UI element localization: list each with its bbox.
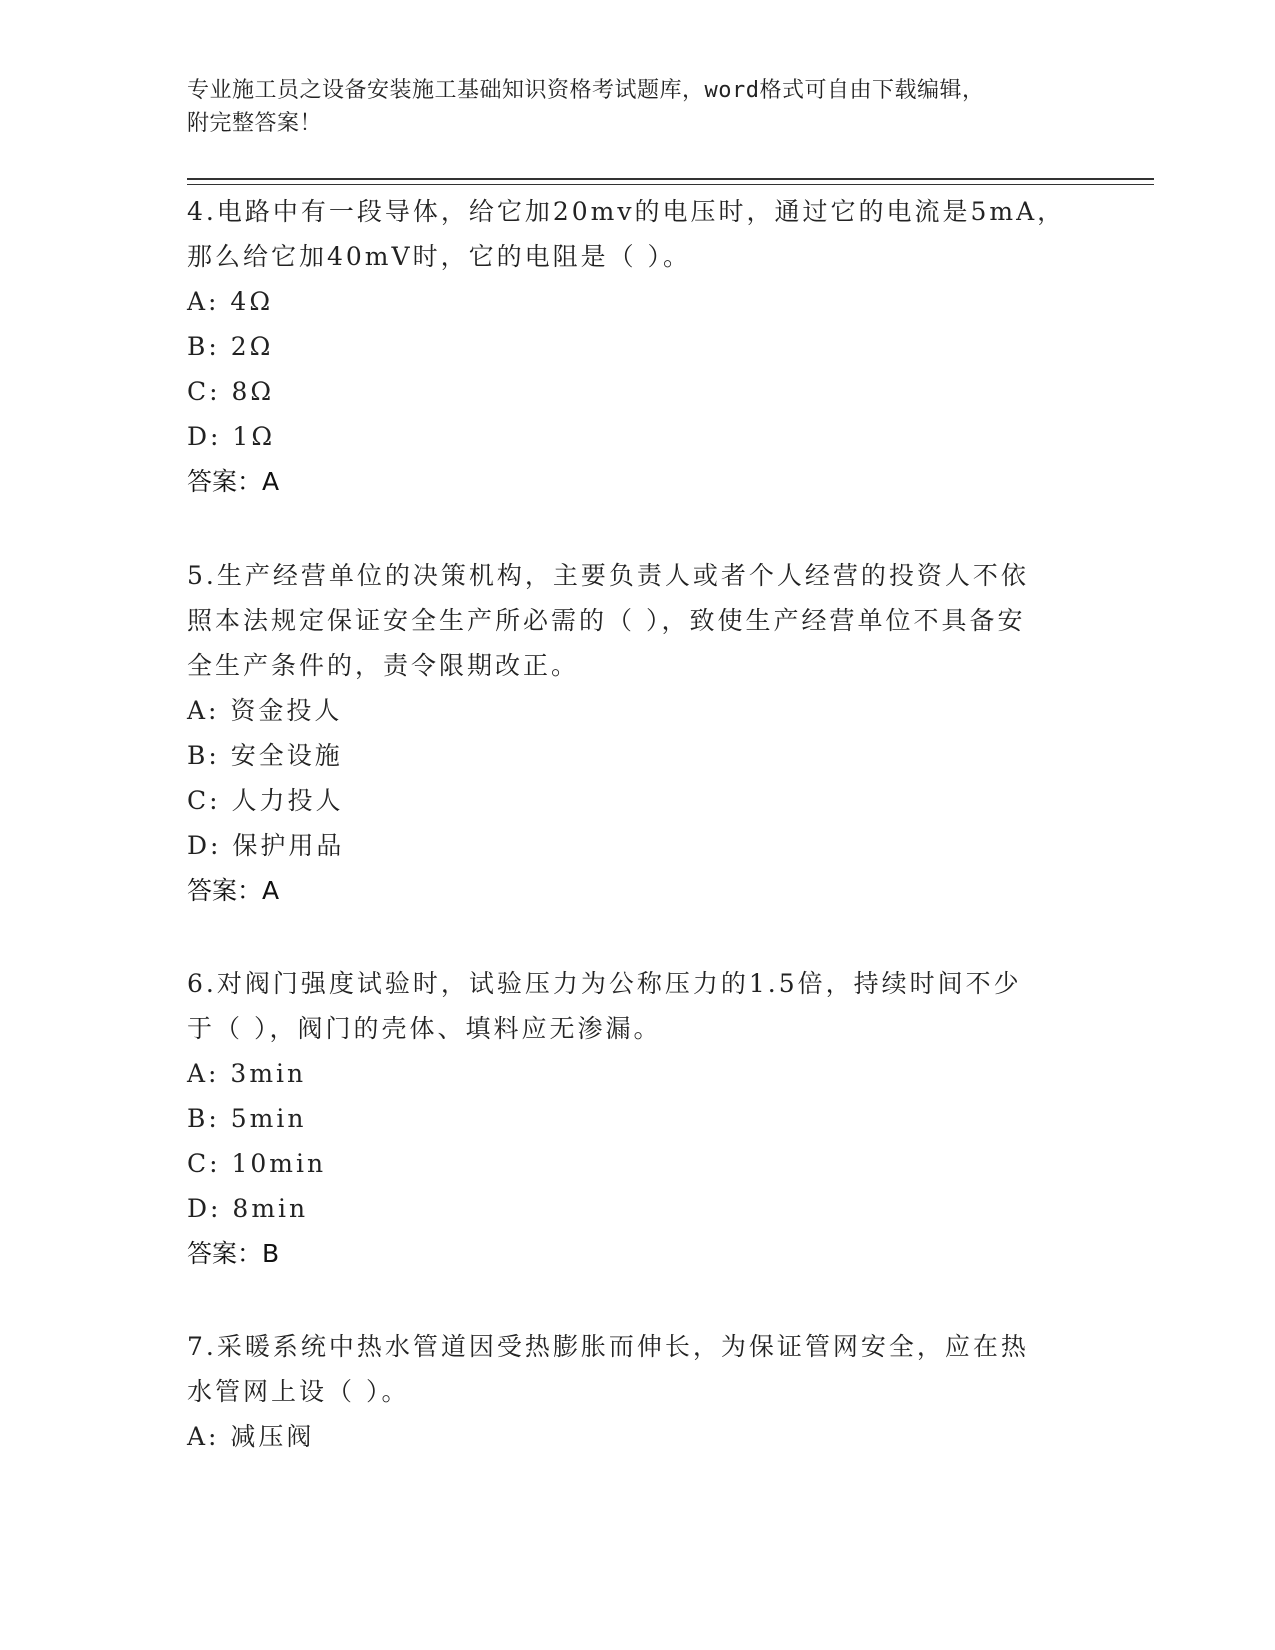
question-stem-line: 全生产条件的，责令限期改正。 bbox=[187, 651, 580, 680]
option-c: C: 10min bbox=[187, 1149, 327, 1178]
option-d: D: 1Ω bbox=[187, 422, 276, 451]
question-5 bbox=[187, 553, 1087, 913]
question-stem-line: 水管网上设（ ）。 bbox=[187, 1377, 410, 1406]
answer-line: 答案：B bbox=[187, 1239, 280, 1268]
option-a: A: 减压阀 bbox=[187, 1422, 315, 1451]
header-line-2: 附完整答案！ bbox=[187, 111, 323, 136]
option-a: A: 资金投人 bbox=[187, 696, 343, 725]
header-line-1: 专业施工员之设备安装施工基础知识资格考试题库，word格式可自由下载编辑， bbox=[187, 78, 985, 103]
option-c: C: 8Ω bbox=[187, 377, 275, 406]
question-stem-line: 照本法规定保证安全生产所必需的（ ），致使生产经营单位不具备安 bbox=[187, 606, 1026, 635]
option-a: A: 4Ω bbox=[187, 287, 274, 316]
header-divider-thick bbox=[187, 178, 1154, 180]
question-stem-line: 于（ ），阀门的壳体、填料应无渗漏。 bbox=[187, 1014, 662, 1043]
question-6 bbox=[187, 961, 1087, 1276]
question-4 bbox=[187, 189, 1087, 504]
option-c: C: 人力投人 bbox=[187, 786, 344, 815]
question-stem-line: 6.对阀门强度试验时，试验压力为公称压力的1.5倍，持续时间不少 bbox=[187, 969, 1022, 998]
option-d: D: 保护用品 bbox=[187, 831, 345, 860]
question-stem-line: 7.采暖系统中热水管道因受热膨胀而伸长，为保证管网安全，应在热 bbox=[187, 1332, 1029, 1361]
answer-line: 答案：A bbox=[187, 876, 280, 905]
option-d: D: 8min bbox=[187, 1194, 309, 1223]
question-stem-line: 那么给它加40mV时，它的电阻是（ ）。 bbox=[187, 242, 692, 271]
question-stem-line: 4.电路中有一段导体，给它加20mv的电压时，通过它的电流是5mA， bbox=[187, 197, 1066, 226]
option-b: B: 安全设施 bbox=[187, 741, 343, 770]
header-divider-thin bbox=[187, 184, 1154, 185]
question-stem-line: 5.生产经营单位的决策机构，主要负责人或者个人经营的投资人不依 bbox=[187, 561, 1029, 590]
answer-line: 答案：A bbox=[187, 467, 280, 496]
question-7 bbox=[187, 1324, 1087, 1459]
option-b: B: 2Ω bbox=[187, 332, 274, 361]
document-header bbox=[187, 74, 1067, 140]
option-b: B: 5min bbox=[187, 1104, 307, 1133]
option-a: A: 3min bbox=[187, 1059, 307, 1088]
